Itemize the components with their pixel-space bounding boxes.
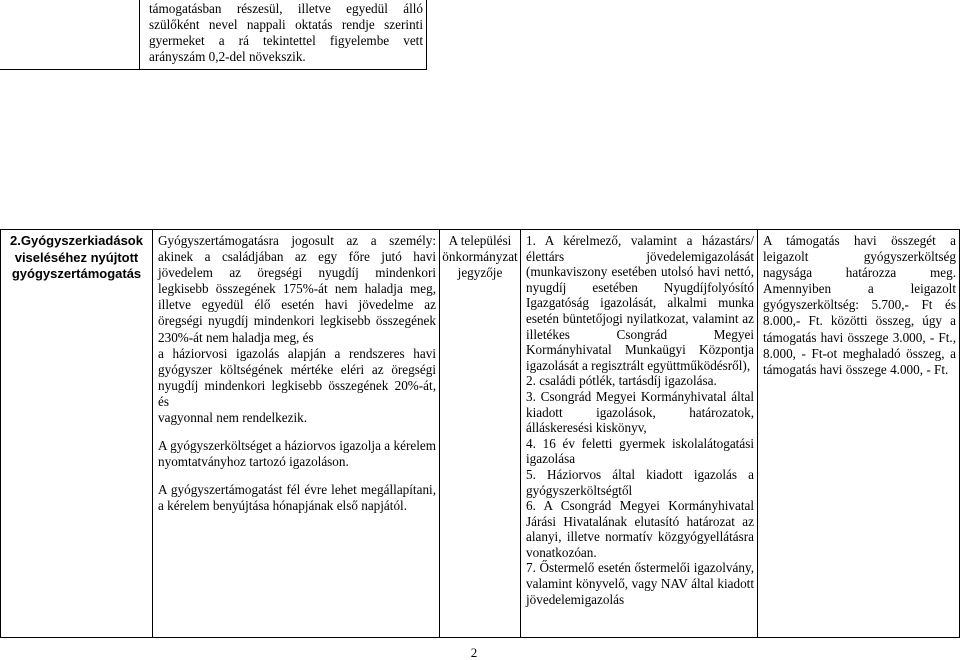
attachment-item: 5. Háziorvos által kiadott igazolás a gyógyszerköltségtől bbox=[526, 466, 754, 498]
fragment-text: támogatásban részesül, illetve egyedül álló szülőként nevel nappali oktatás rendje szerinti gyermeket a rá tekintettel figyelembe vett arányszám 0,2-del növekszik. bbox=[149, 1, 423, 65]
attachment-item: 7. Őstermelő esetén őstermelői igazolvány, valamint könyvelő, vagy NAV által kiadott jövedelemigazolás bbox=[526, 560, 754, 607]
benefits-table bbox=[0, 229, 960, 638]
eligibility-cell bbox=[153, 230, 440, 638]
attachment-item: 1. A kérelmező, valamint a házastárs/élettárs jövedelemigazolását (munkaviszony esetében utolsó havi nettó, nyugdíj esetében Nyugdíjfolyósító Igazgatóság igazolását, alkalmi munka esetén büntetőjogi nyilatkozat, valamint az illetékes Csongrád Megyei Kormányhivatal Munkaügyi Központja igazolását a regisztrált együttműködésről), bbox=[526, 233, 754, 373]
amount-cell bbox=[758, 230, 960, 638]
amount-text: A támogatás havi összegét a leigazolt gyógyszerköltség nagysága határozza meg. Amennyiben a leigazolt gyógyszerköltség: 5.700,- Ft és 8.000,- Ft. közötti összeg, úgy a támogatás havi összege 3.000, - Ft., 8.000, - Ft-ot meghaladó összeg, a támogatás havi összege 4.000, - Ft. bbox=[763, 233, 956, 377]
eligibility-paragraph: a háziorvosi igazolás alapján a rendszeres havi gyógyszer költségének mértéke eléri az öregségi nyugdíj mindenkori legkisebb összegének 20%-át, és bbox=[158, 345, 436, 409]
attachment-item: 6. A Csongrád Megyei Kormányhivatal Járási Hivatalának elutasító határozat az alanyi, illetve normatív közgyógyellátásra vonatkozóan. bbox=[526, 498, 754, 560]
authority-cell bbox=[440, 230, 521, 638]
eligibility-note: A gyógyszerköltséget a háziorvos igazolja a kérelem nyomtatványhoz tartozó igazoláson. bbox=[158, 438, 436, 470]
benefit-title-cell bbox=[1, 230, 153, 638]
eligibility-note: A gyógyszertámogatást fél évre lehet megállapítani, a kérelem benyújtása hónapjának első napjától. bbox=[158, 482, 436, 514]
attachment-item: 3. Csongrád Megyei Kormányhivatal által kiadott igazolások, határozatok, álláskeresési kiskönyv, bbox=[526, 388, 754, 436]
fragment-text-cell bbox=[139, 0, 427, 70]
eligibility-paragraph: Gyógyszertámogatásra jogosult az a személy: akinek a családjában az egy főre jutó havi jövedelem az öregségi nyugdíj mindenkori legkisebb összegének 175%-át nem haladja meg, illetve egyedül élő esetén havi jövedelme az öregségi nyugdíj mindenkori legkisebb összegének 230%-át nem haladja meg, és bbox=[158, 233, 436, 345]
attachments-cell bbox=[521, 230, 758, 638]
attachment-item: 2. családi pótlék, tartásdíj igazolása. bbox=[526, 373, 717, 389]
fragment-title-cell bbox=[0, 0, 140, 70]
page-number: 2 bbox=[470, 645, 478, 660]
eligibility-paragraph: vagyonnal nem rendelkezik. bbox=[158, 410, 308, 426]
authority-text: A települési önkormányzat jegyzője bbox=[442, 233, 518, 281]
benefit-number: 2. bbox=[10, 233, 21, 248]
table-row bbox=[1, 230, 960, 638]
benefit-title: Gyógyszerkiadások viseléséhez nyújtott gyógyszertámogatás bbox=[11, 233, 143, 281]
attachment-item: 4. 16 év feletti gyermek iskolalátogatási igazolása bbox=[526, 435, 754, 467]
